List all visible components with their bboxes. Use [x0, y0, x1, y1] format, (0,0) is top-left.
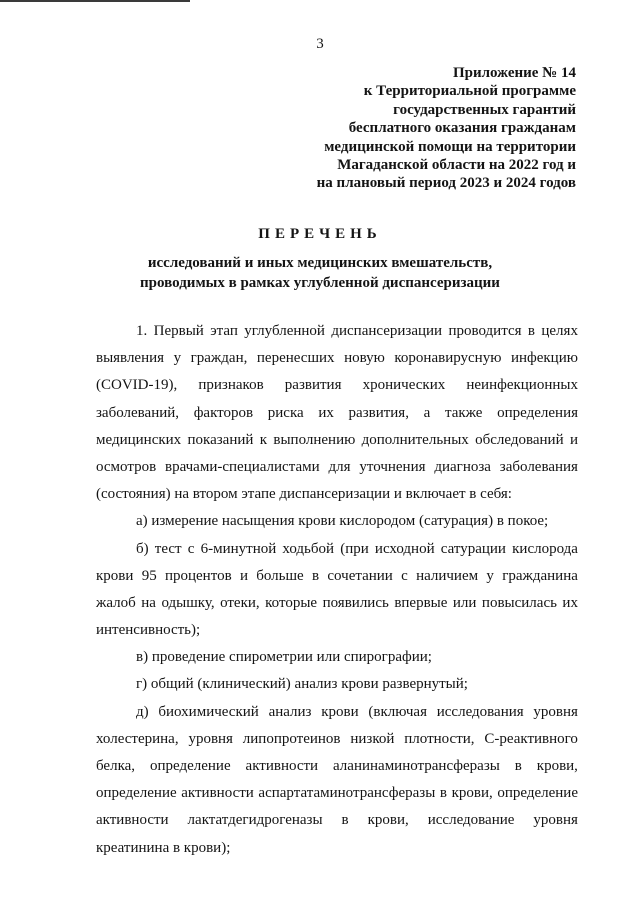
body-word: биохимический [158, 703, 259, 720]
body-word: кислорода [512, 540, 578, 557]
body-line: в) проведение спирометрии или спирографии; [136, 649, 432, 666]
body-word: ходьбой [282, 540, 335, 557]
body-word: активности [96, 812, 169, 829]
body-word: граждан, [190, 350, 248, 367]
body-line [96, 318, 578, 345]
body-word: для [328, 458, 351, 475]
body-word: исследования [436, 703, 524, 720]
body-word: 6-минутной [200, 540, 277, 557]
body-word: развития, [348, 404, 409, 421]
body-word: (COVID-19), [96, 377, 178, 394]
body-word: и [569, 431, 578, 448]
appendix-line: Магаданской области на 2022 год и [337, 157, 576, 174]
body-line [96, 454, 578, 481]
scan-edge-line [0, 0, 190, 2]
body-word: врачами-специалистами [165, 458, 320, 475]
body-word: коронавирусную [394, 350, 502, 367]
body-word: новую [344, 350, 385, 367]
body-word: белка, [96, 758, 136, 774]
body-word: в [514, 758, 522, 774]
body-word: появились [322, 594, 389, 611]
body-word: в [341, 812, 349, 829]
body-word: одышку, [161, 594, 215, 611]
body-word: выполнению [273, 431, 356, 448]
body-word: липопротеинов [242, 730, 341, 747]
body-word: активности [181, 785, 254, 802]
body-line [96, 726, 578, 753]
body-word: у [486, 567, 494, 584]
body-line [96, 563, 578, 590]
body-word: крови [96, 567, 134, 584]
body-word: аланинаминотрансферазы [333, 758, 500, 774]
appendix-line: на плановый период 2023 и 2024 годов [316, 175, 576, 192]
body-word: больше [256, 567, 304, 584]
body-line [96, 400, 578, 427]
body-word: сатурации [440, 540, 506, 557]
body-word: в [312, 567, 320, 584]
body-word: заболевания [499, 458, 578, 475]
body-word: обследований [475, 431, 564, 448]
body-word: дополнительных [361, 431, 469, 448]
body-word: уровня [188, 730, 233, 747]
body-word: сочетании [327, 567, 393, 584]
body-word: хронических [362, 377, 446, 394]
body-word: впервые [394, 594, 448, 611]
subtitle-line: исследований и иных медицинских вмешательств, [147, 255, 493, 271]
body-line [96, 807, 578, 834]
body-word: исследование [427, 812, 515, 829]
body-line: а) измерение насыщения крови кислородом (сатурация) в покое; [136, 513, 549, 530]
body-word: крови, [367, 812, 409, 829]
body-word: наличием [416, 567, 479, 584]
body-word: уровня [533, 812, 578, 829]
body-word: осмотров [96, 458, 157, 475]
body-word: и [239, 567, 248, 584]
body-word: также [444, 404, 483, 421]
body-word: определение [96, 785, 177, 802]
body-word: проводится [448, 323, 522, 339]
body-word: крови [321, 703, 359, 720]
body-line [96, 699, 578, 726]
body-word: инфекцию [510, 350, 578, 367]
body-word: выявления [96, 350, 165, 367]
body-line: г) общий (клинический) анализ крови развернутый; [136, 676, 468, 693]
body-word: диагноза [434, 458, 491, 475]
body-word: лактатдегидрогеназы [187, 812, 323, 829]
body-word: у [173, 350, 182, 367]
document-subtitle [0, 253, 640, 293]
body-text [96, 318, 578, 862]
body-word: крови, [536, 758, 578, 774]
subtitle-line: проводимых в рамках углубленной диспансеризации [140, 275, 500, 291]
body-word: факторов [193, 404, 254, 421]
body-word: признаков [198, 377, 264, 394]
body-word: (включая [368, 703, 427, 720]
body-word: неинфекционных [466, 377, 578, 394]
body-line: (состояния) на втором этапе диспансеризации и включает в себя: [96, 486, 512, 503]
body-word: 1. [136, 323, 148, 339]
page-number: 3 [316, 36, 324, 52]
body-line [96, 590, 578, 617]
body-word: Первый [153, 323, 204, 339]
body-word: уровня [533, 703, 578, 720]
body-word: углубленной [244, 323, 325, 339]
body-word: этап [210, 323, 238, 339]
body-word: риска [267, 404, 304, 421]
body-word: уточнения [359, 458, 426, 475]
body-word: плотности, [404, 730, 475, 747]
body-line [96, 372, 578, 399]
appendix-line: бесплатного оказания гражданам [348, 120, 576, 137]
body-word: в [527, 323, 535, 339]
body-word: перенесших [256, 350, 335, 367]
body-line: интенсивность); [96, 622, 201, 639]
appendix-header [216, 64, 576, 193]
body-word: развития [284, 377, 342, 394]
body-word: С-реактивного [484, 730, 578, 747]
body-word: или [452, 594, 477, 611]
body-word: холестерина, [96, 730, 179, 747]
document-title: ПЕРЕЧЕНЬ [258, 226, 382, 242]
body-line [96, 753, 578, 780]
body-word: диспансеризации [331, 323, 443, 339]
body-word: в [439, 785, 447, 802]
body-word: целях [541, 323, 578, 339]
body-line [96, 427, 578, 454]
body-line [96, 536, 578, 563]
appendix-line: к Территориальной программе [363, 83, 576, 100]
body-word: к [259, 431, 268, 448]
body-word: которые [265, 594, 318, 611]
body-word: определение [149, 758, 231, 774]
body-word: определения [497, 404, 578, 421]
body-word: 95 [141, 567, 157, 584]
appendix-line: Приложение № 14 [452, 65, 576, 81]
body-word: отеки, [220, 594, 260, 611]
body-line [96, 780, 578, 807]
body-word: (при [340, 540, 369, 557]
body-word: аспартатаминотрансферазы [258, 785, 436, 802]
body-word: процентов [164, 567, 232, 584]
body-word: определение [497, 785, 578, 802]
body-word: а [423, 404, 431, 421]
body-word: б) [136, 540, 149, 557]
body-word: низкой [350, 730, 395, 747]
body-word: д) [136, 703, 149, 720]
body-word: с [401, 567, 408, 584]
body-word: с [187, 540, 195, 557]
body-word: заболеваний, [96, 404, 180, 421]
body-word: их [318, 404, 334, 421]
body-word: крови, [451, 785, 493, 802]
body-word: активности [245, 758, 319, 774]
body-word: на [141, 594, 156, 611]
body-word: анализ [268, 703, 312, 720]
body-word: жалоб [96, 594, 136, 611]
body-word: тест [154, 540, 182, 557]
appendix-line: государственных гарантий [393, 101, 576, 118]
body-line [96, 345, 578, 372]
appendix-line: медицинской помощи на территории [324, 138, 576, 155]
body-word: исходной [374, 540, 435, 557]
body-word: повысилась [481, 594, 557, 611]
body-line: креатинина в крови); [96, 839, 231, 856]
body-word: медицинских [96, 431, 182, 448]
body-word: гражданина [502, 567, 578, 584]
body-word: показаний [187, 431, 254, 448]
body-word: их [562, 594, 578, 611]
